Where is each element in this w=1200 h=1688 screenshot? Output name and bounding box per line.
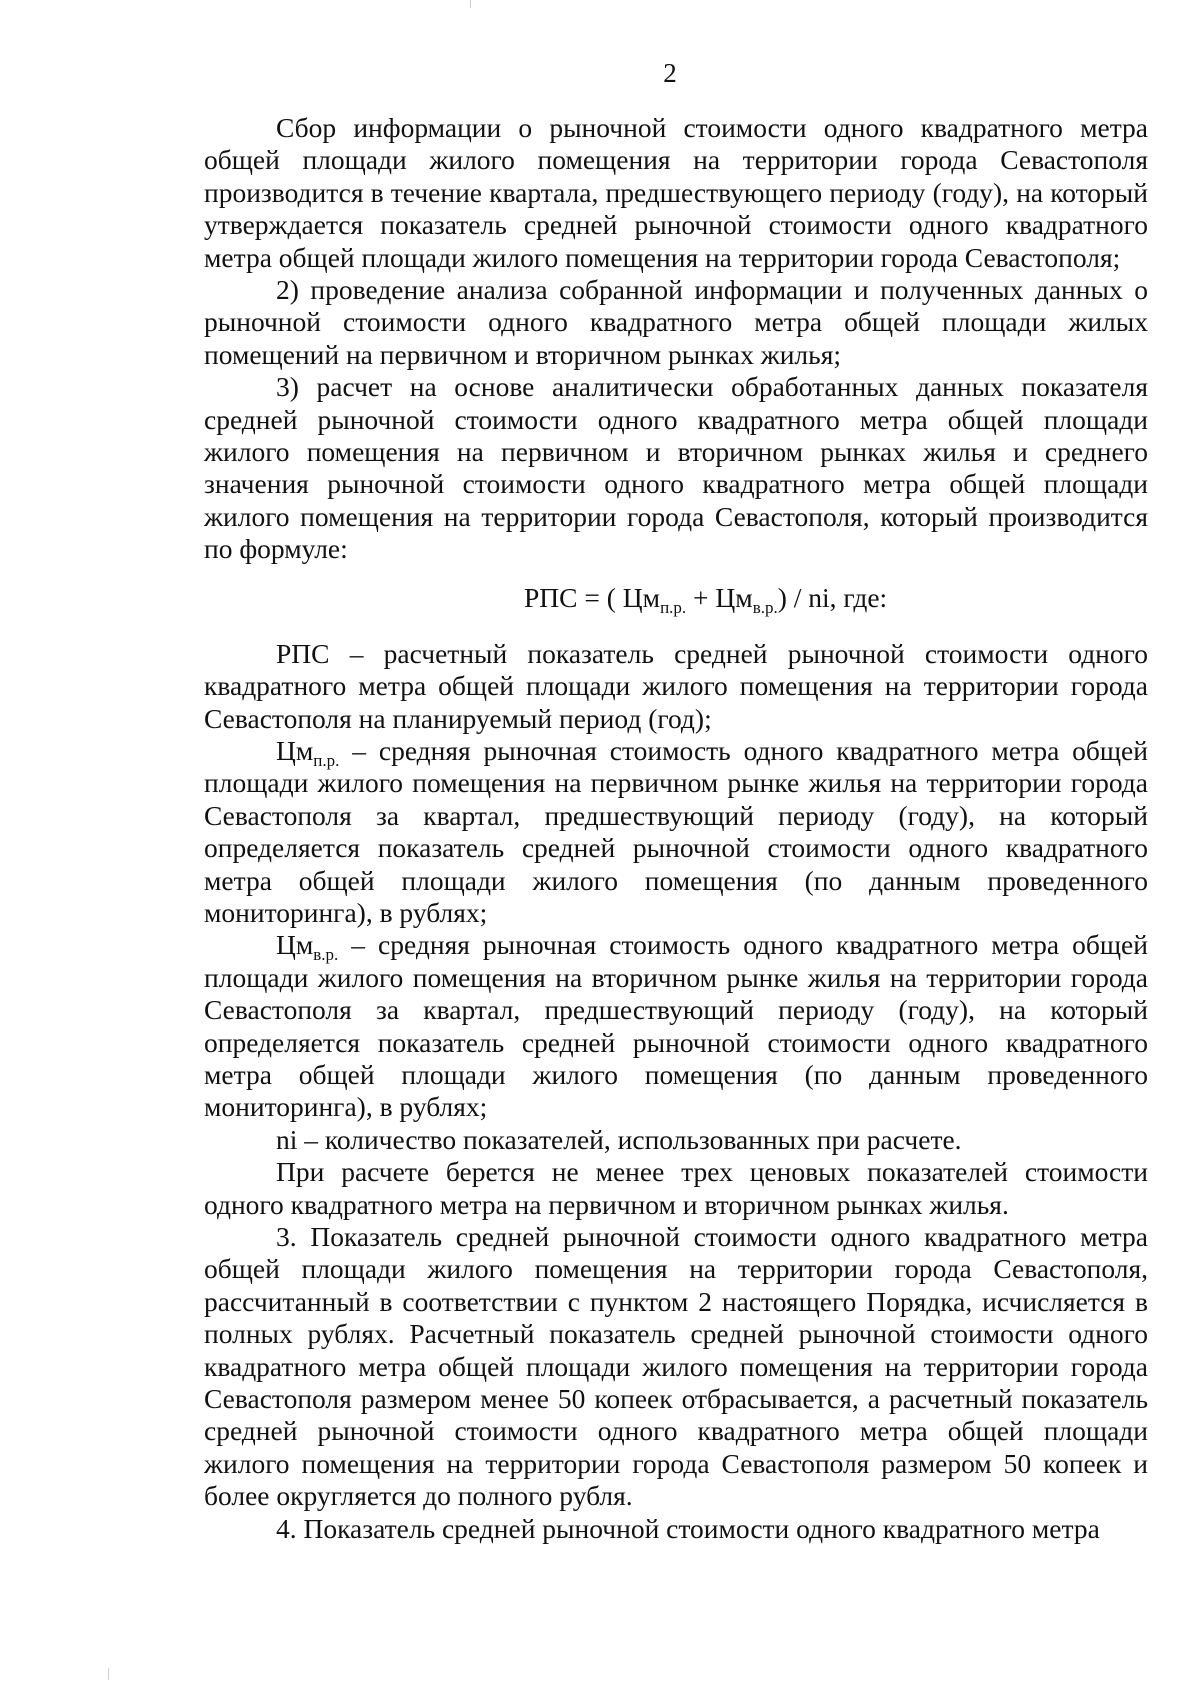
definition-ni: ni – количество показателей, использованных при расчете.: [276, 1123, 962, 1155]
formula-plus: + Цм: [686, 581, 753, 613]
paragraph-collection: Сбор информации о рыночной стоимости одного квадратного метра общей площади жилого помещения на территории города Севастополя производится в течение квартала, предшествующего периоду (году), на который утверждается показатель средней рыночной стоимости одного квадратного метра общей площади жилого помещения на территории города Севастополя;: [204, 112, 1148, 273]
formula-sub-secondary: в.р.: [752, 597, 778, 617]
definition-primary-text: – средняя рыночная стоимость одного квадратного метра общей площади жилого помещения на первичном рынке жилья на территории города Севастополя за квартал, предшествующий периоду (году), на который определяется показатель средней рыночной стоимости одного квадратного метра общей площади жилого помещения (по данным проведенного мониторинга), в рублях;: [204, 734, 1148, 928]
definition-rps: РПС – расчетный показатель средней рыночной стоимости одного квадратного метра общей площади жилого помещения на территории города Севастополя на планируемый период (год);: [204, 637, 1148, 734]
formula: [204, 582, 1148, 622]
document-body: [204, 112, 1148, 1545]
definition-primary-symbol: Цм: [276, 734, 314, 766]
scan-artifact-bottom: [108, 1668, 109, 1680]
page-number: 2: [663, 58, 677, 88]
definition-secondary-symbol: Цм: [276, 929, 314, 961]
definition-primary-market: [204, 735, 1148, 929]
paragraph-calculation: 3) расчет на основе аналитически обработанных данных показателя средней рыночной стоимости одного квадратного метра общей площади жилого помещения на первичном и вторичном рынках жилья и среднего значения рыночной стоимости одного квадратного метра общей площади жилого помещения на территории города Севастополя, который производится по формуле:: [204, 371, 1148, 565]
formula-rhs: ) / ni, где:: [777, 581, 888, 613]
formula-lhs: РПС = ( Цм: [524, 581, 661, 613]
definition-secondary-text: – средняя рыночная стоимость одного квадратного метра общей площади жилого помещения на вторичном рынке жилья на территории города Севастополя за квартал, предшествующий периоду (году), на который определяется показатель средней рыночной стоимости одного квадратного метра общей площади жилого помещения (по данным проведенного мониторинга), в рублях;: [204, 929, 1148, 1123]
formula-sub-primary: п.р.: [660, 597, 687, 617]
paragraph-point-3: 3. Показатель средней рыночной стоимости одного квадратного метра общей площади жилого помещения на территории города Севастополя, рассчитанный в соответствии с пунктом 2 настоящего Порядка, исчисляется в полных рублях. Расчетный показатель средней рыночной стоимости одного квадратного метра общей площади жилого помещения на территории города Севастополя размером менее 50 копеек отбрасывается, а расчетный показатель средней рыночной стоимости одного квадратного метра общей площади жилого помещения на территории города Севастополя размером 50 копеек и более округляется до полного рубля.: [204, 1221, 1148, 1512]
scan-artifact-top: [470, 0, 471, 8]
paragraph-point-4: 4. Показатель средней рыночной стоимости одного квадратного метра: [276, 1512, 1100, 1544]
definition-primary-sub: п.р.: [313, 750, 340, 770]
definition-secondary-sub: в.р.: [313, 945, 339, 965]
definition-secondary-market: [204, 929, 1148, 1123]
paragraph-minimum-indicators: При расчете берется не менее трех ценовых показателей стоимости одного квадратного метра на первичном и вторичном рынках жилья.: [204, 1156, 1148, 1220]
paragraph-analysis: 2) проведение анализа собранной информации и полученных данных о рыночной стоимости одного квадратного метра общей площади жилых помещений на первичном и вторичном рынках жилья;: [204, 274, 1148, 370]
